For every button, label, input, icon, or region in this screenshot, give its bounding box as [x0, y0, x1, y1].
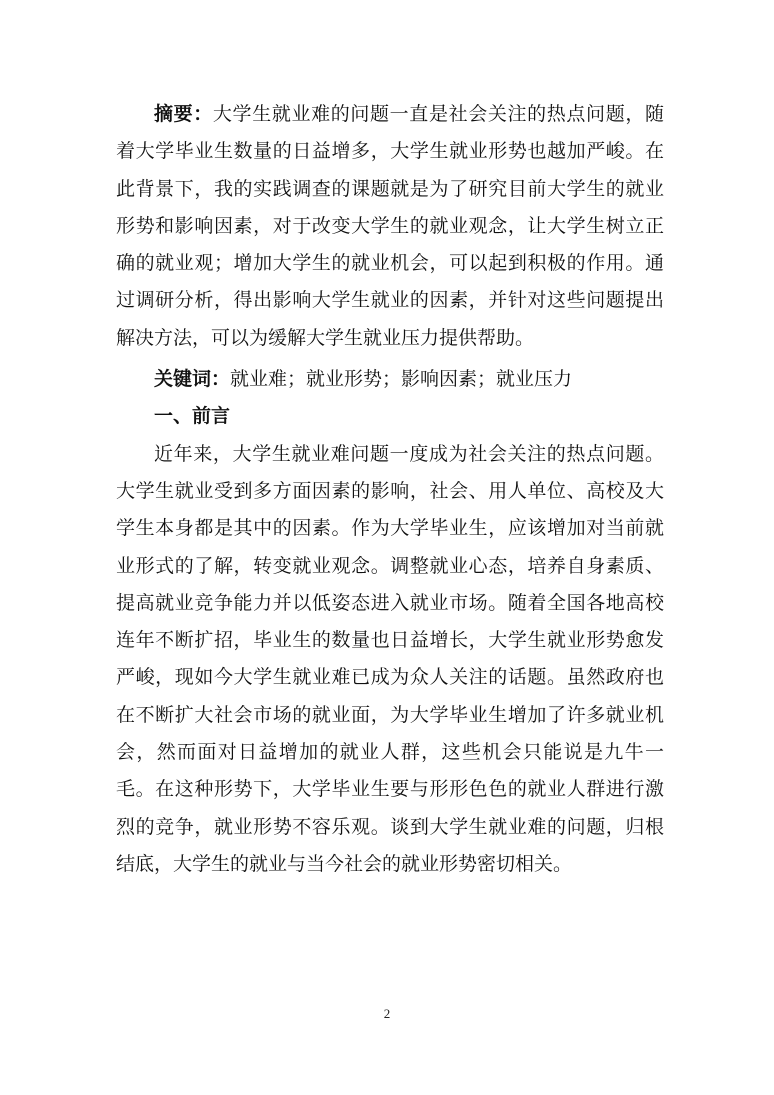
- abstract-text: 大学生就业难的问题一直是社会关注的热点问题，随着大学毕业生数量的日益增多，大学生就业形势也越加严峻。在此背景下，我的实践调查的课题就是为了研究目前大学生的就业形势和影响因素，对于改变大学生的就业观念，让大学生树立正确的就业观；增加大学生的就业机会，可以起到积极的作用。通过调研分析，得出影响大学生就业的因素，并针对这些问题提出解决方法，可以为缓解大学生就业压力提供帮助。: [116, 103, 664, 349]
- abstract-label: 摘要：: [154, 103, 213, 125]
- section-heading-introduction: 一、前言: [154, 405, 231, 428]
- keywords-text: 就业难；就业形势；影响因素；就业压力: [230, 368, 573, 391]
- introduction-paragraph: 近年来，大学生就业难问题一度成为社会关注的热点问题。大学生就业受到多方面因素的影响，社会、用人单位、高校及大学生本身都是其中的因素。作为大学毕业生，应该增加对当前就业形式的了解，转变就业观念。调整就业心态，培养自身素质、提高就业竞争能力并以低姿态进入就业市场。随着全国各地高校连年不断扩招，毕业生的数量也日益增长，大学生就业形势愈发严峻，现如今大学生就业难已成为众人关注的话题。虽然政府也在不断扩大社会市场的就业面，为大学毕业生增加了许多就业机会，然而面对日益增加的就业人群，这些机会只能说是九牛一毛。在这种形势下，大学毕业生要与形形色色的就业人群进行激烈的竞争，就业形势不容乐观。谈到大学生就业难的问题，归根结底，大学生的就业与当今社会的就业形势密切相关。: [116, 442, 664, 875]
- abstract-paragraph: [116, 96, 664, 357]
- keywords-paragraph: [116, 361, 664, 398]
- page-content: [116, 96, 664, 883]
- keywords-label: 关键词：: [154, 368, 231, 391]
- page-number: 2: [383, 1006, 391, 1021]
